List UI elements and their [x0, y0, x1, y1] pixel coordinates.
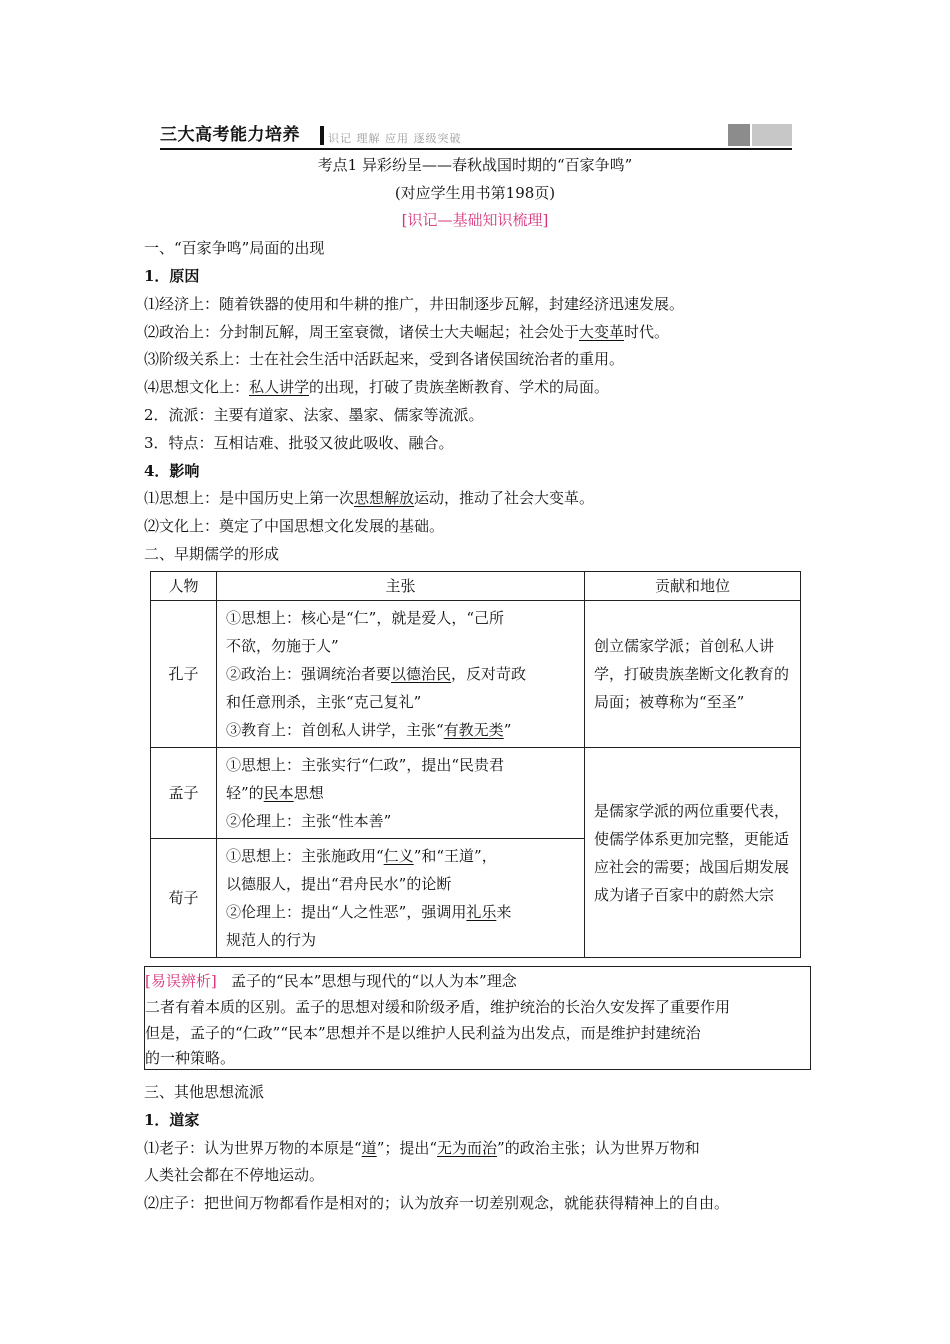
- person-kongzi: 孔子: [151, 601, 217, 748]
- dao-label: 1．道家: [144, 1111, 200, 1129]
- banner-subtitle: 识记 理解 应用 逐级突破: [328, 132, 462, 145]
- part2-heading: 二、早期儒学的形成: [144, 545, 280, 563]
- banner-divider: [320, 126, 324, 145]
- contribution-kongzi: 创立儒家学派；首创私人讲学，打破贵族垄断文化教育的局面；被尊称为“至圣”: [585, 601, 801, 748]
- impact-label: 4．影响: [144, 462, 200, 480]
- contribution-mengzi-xunzi: 是儒家学派的两位重要代表，使儒学体系更加完整，更能适应社会的需要；战国后期发展成为诸子百家中的蔚然大宗: [585, 748, 801, 958]
- part1-heading: 一、“百家争鸣”局面的出现: [144, 239, 325, 257]
- banner-decor-light: [752, 124, 792, 146]
- note-line-2: 但是，孟子的“仁政”“民本”思想并不是以维护人民利益为出发点，而是维护封建统治: [145, 1024, 701, 1042]
- topic-title: 考点1 异彩纷呈——春秋战国时期的“百家争鸣”: [317, 156, 633, 174]
- impact-thought: ⑴思想上：是中国历史上第一次思想解放运动，推动了社会大变革。: [144, 489, 595, 507]
- views-xunzi: ①思想上：主张施政用“仁义”和“王道”， 以德服人，提出“君舟民水”的论断 ②伦理上：提出“人之性恶”，强调用礼乐来 规范人的行为: [217, 839, 585, 958]
- part3-heading: 三、其他思想流派: [144, 1083, 265, 1101]
- cause-class: ⑶阶级关系上：士在社会生活中活跃起来，受到各诸侯国统治者的重用。: [144, 350, 625, 368]
- views-mengzi: ①思想上：主张实行“仁政”，提出“民贵君 轻”的民本思想 ②伦理上：主张“性本善”: [217, 748, 585, 839]
- book-reference: (对应学生用书第198页): [394, 184, 556, 202]
- cause-politics: ⑵政治上：分封制瓦解，周王室衰微，诸侯士大夫崛起；社会处于大变革时代。: [144, 323, 670, 341]
- note-line-1: 二者有着本质的区别。孟子的思想对缓和阶级矛盾，维护统治的长治久安发挥了重要作用: [145, 998, 731, 1016]
- views-kongzi: ①思想上：核心是“仁”，就是爱人，“己所 不欲，勿施于人” ②政治上：强调统治者要以德治民，反对苛政 和任意刑杀，主张“克己复礼” ③教育上：首创私人讲学，主张“有教无类”: [217, 601, 585, 748]
- table-row-kongzi: [151, 601, 801, 748]
- table-row-mengzi: [151, 748, 801, 839]
- cause-culture: ⑷思想文化上：私人讲学的出现，打破了贵族垄断教育、学术的局面。: [144, 378, 610, 396]
- laozi-line-2: 人类社会都在不停地运动。: [144, 1166, 325, 1184]
- table-header-row: [151, 572, 801, 601]
- section-tag: [识记—基础知识梳理]: [401, 211, 549, 229]
- section-banner: [160, 124, 792, 150]
- note-title-line: [145, 970, 517, 992]
- note-tag: [易误辨析]: [145, 972, 217, 990]
- banner-title: 三大高考能力培养: [160, 125, 300, 145]
- person-xunzi: 荀子: [151, 839, 217, 958]
- cause-label: 1．原因: [144, 267, 200, 285]
- schools-line: 2．流派：主要有道家、法家、墨家、儒家等流派。: [144, 406, 484, 424]
- person-mengzi: 孟子: [151, 748, 217, 839]
- cause-economy: ⑴经济上：随着铁器的使用和牛耕的推广，井田制逐步瓦解，封建经济迅速发展。: [144, 295, 685, 313]
- col-header-person: 人物: [151, 572, 217, 601]
- laozi-line-1: ⑴老子：认为世界万物的本原是“道”；提出“无为而治”的政治主张；认为世界万物和: [144, 1139, 700, 1157]
- note-line-3: 的一种策略。: [145, 1049, 236, 1067]
- note-title: 孟子的“民本”思想与现代的“以人为本”理念: [231, 972, 517, 990]
- banner-decor-dark: [728, 124, 750, 146]
- features-line: 3．特点：互相诘难、批驳又彼此吸收、融合。: [144, 434, 454, 452]
- confucianism-table: [150, 571, 801, 958]
- col-header-views: 主张: [217, 572, 585, 601]
- zhuangzi-line: ⑵庄子：把世间万物都看作是相对的；认为放弃一切差别观念，就能获得精神上的自由。: [144, 1194, 730, 1212]
- col-header-contribution: 贡献和地位: [585, 572, 801, 601]
- misconception-note: [144, 966, 811, 1070]
- impact-culture: ⑵文化上：奠定了中国思想文化发展的基础。: [144, 517, 445, 535]
